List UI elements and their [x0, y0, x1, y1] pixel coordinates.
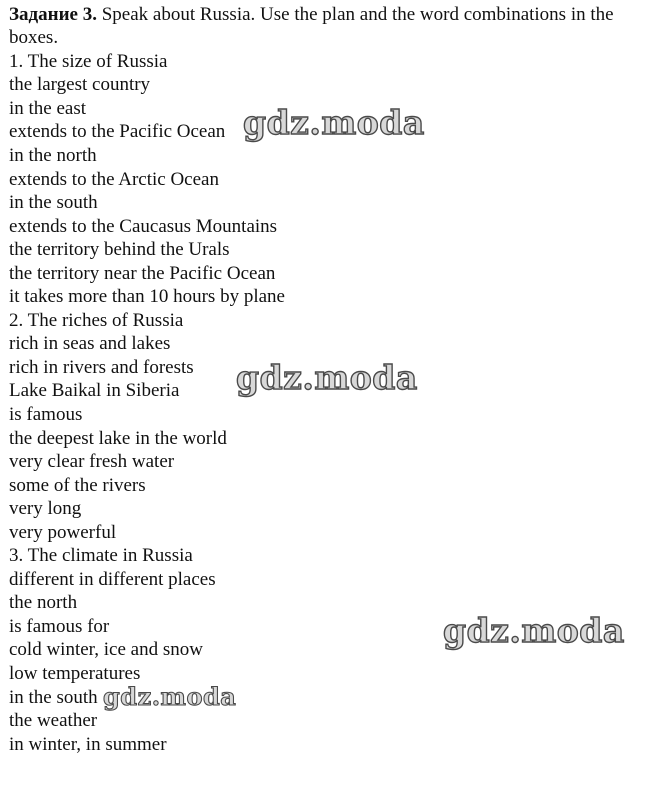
list-item: very long: [9, 498, 82, 520]
section-heading-size: 1. The size of Russia: [9, 50, 168, 72]
list-item: is famous: [9, 404, 83, 426]
list-item: low temperatures: [9, 663, 141, 685]
list-item: the territory behind the Urals: [9, 239, 230, 261]
list-item: rich in rivers and forests: [9, 356, 194, 378]
list-item: is famous for: [9, 615, 110, 637]
list-item: the weather: [9, 710, 98, 732]
word-combination-list: [9, 50, 665, 756]
list-item: in winter, in summer: [9, 733, 167, 755]
list-item: some of the rivers: [9, 474, 146, 496]
section-heading-riches: 2. The riches of Russia: [9, 309, 184, 331]
task-label: Задание 3.: [9, 4, 97, 25]
list-item: Lake Baikal in Siberia: [9, 380, 180, 402]
task-instruction: Speak about Russia. Use the plan and the word combinations in the boxes.: [9, 4, 614, 49]
list-item: very powerful: [9, 521, 117, 543]
list-item: the largest country: [9, 74, 151, 96]
list-item: it takes more than 10 hours by plane: [9, 286, 285, 308]
list-item: cold winter, ice and snow: [9, 639, 203, 661]
watermark: gdz.moda: [236, 358, 418, 397]
watermark: gdz.moda: [443, 611, 625, 650]
watermark: gdz.moda: [243, 103, 425, 142]
list-item: in the north: [9, 145, 97, 166]
list-item: in the east: [9, 97, 87, 119]
document: [9, 3, 665, 756]
list-item: very clear fresh water: [9, 451, 175, 473]
list-item: the deepest lake in the world: [9, 427, 227, 449]
list-item: in the south: [9, 686, 98, 708]
list-item: extends to the Caucasus Mountains: [9, 215, 278, 237]
list-item: different in different places: [9, 568, 216, 590]
task-heading: [9, 3, 665, 50]
list-item: extends to the Pacific Ocean: [9, 121, 226, 143]
list-item: in the south: [9, 192, 98, 214]
watermark: gdz.moda: [103, 682, 237, 711]
list-item: rich in seas and lakes: [9, 333, 171, 355]
list-item: the north: [9, 592, 78, 614]
section-heading-climate: 3. The climate in Russia: [9, 545, 193, 567]
list-item: the territory near the Pacific Ocean: [9, 262, 276, 284]
list-item: extends to the Arctic Ocean: [9, 168, 219, 190]
